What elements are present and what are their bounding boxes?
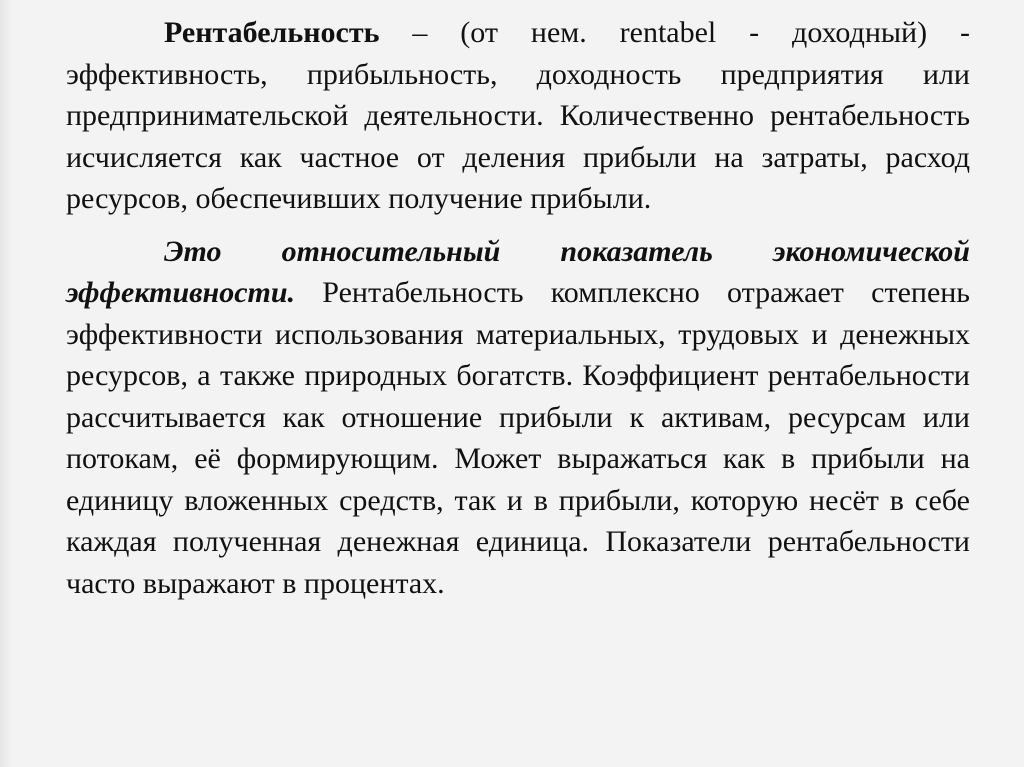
definition-text: – (от нем. rentabel - доходный) - эффективность, прибыльность, доходность предприятия или предпринимательской деятельности. Количественно рентабельность исчисляется как частное от деления прибыли на затраты, расход ресурсов, обеспечивших получение прибыли. <box>66 16 970 215</box>
definition-paragraph <box>66 12 970 220</box>
explanation-paragraph <box>66 231 970 605</box>
explanation-text: Рентабельность комплексно отражает степень эффективности использования материальных, трудовых и денежных ресурсов, а также природных богатств. Коэффициент рентабельности рассчитывается как отношение прибыли к активам, ресурсам или потокам, её формирующим. Может выражаться как в прибыли на единицу вложенных средств, так и в прибыли, которую несёт в себе каждая полученная денежная единица. Показатели рентабельности часто выражают в процентах. <box>66 276 970 600</box>
term-rentabelnost: Рентабельность <box>164 16 380 49</box>
emphasis-definition: Это относительный показатель экономической эффективности. <box>66 234 970 309</box>
slide-content <box>66 12 970 604</box>
